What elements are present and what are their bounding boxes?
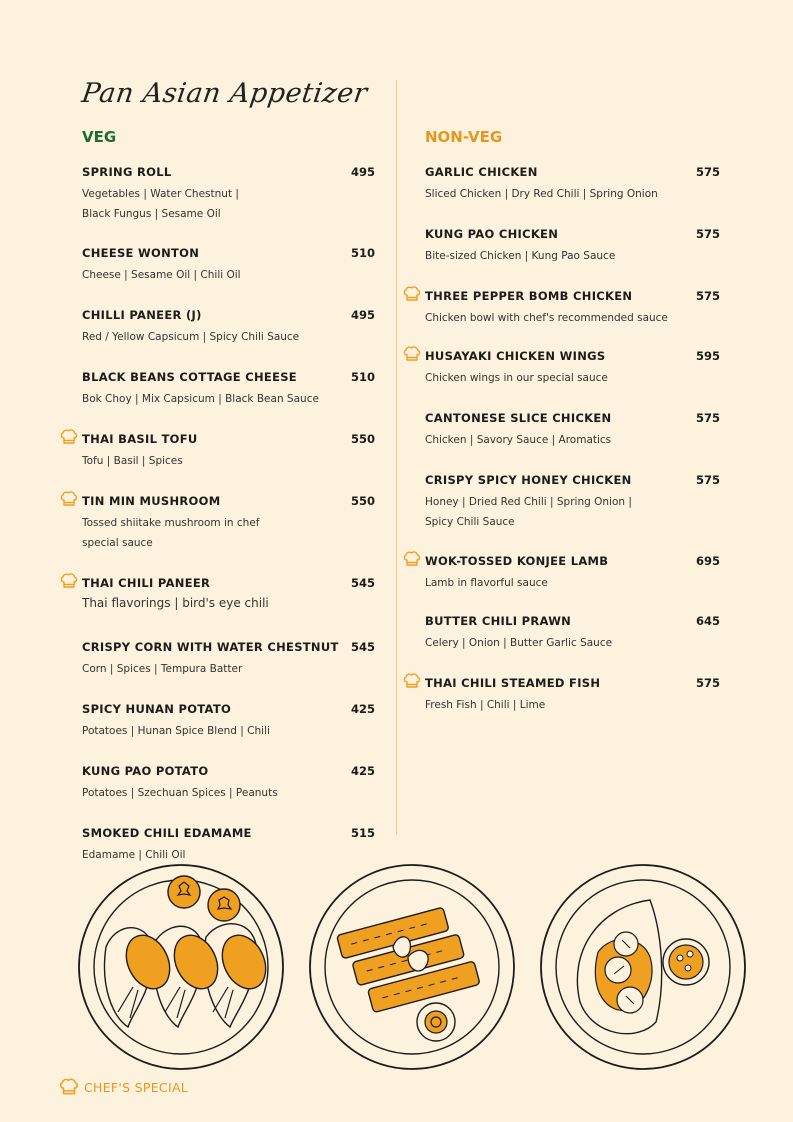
chef-hat-icon: [58, 1076, 80, 1098]
item-description: Tossed shiitake mushroom in chef special sauce: [82, 517, 260, 549]
item-description: Honey | Dried Red Chili | Spring Onion | Spicy Chili Sauce: [425, 496, 632, 528]
item-price: 575: [695, 676, 720, 690]
item-description: Sliced Chicken | Dry Red Chili | Spring Onion: [425, 188, 658, 200]
item-price: 425: [350, 764, 375, 778]
veg-heading: VEG: [82, 128, 117, 146]
item-price: 645: [695, 614, 720, 628]
item-name: CRISPY CORN WITH WATER CHESTNUT: [82, 640, 339, 654]
item-price: 575: [695, 289, 720, 303]
item-price: 575: [695, 227, 720, 241]
item-name: SPRING ROLL: [82, 165, 172, 179]
item-price: 510: [350, 370, 375, 384]
nonveg-heading: NON-VEG: [425, 128, 503, 146]
chef-special-legend: [58, 1076, 188, 1098]
item-price: 550: [350, 494, 375, 508]
chef-hat-icon: [402, 549, 422, 569]
item-name: CRISPY SPICY HONEY CHICKEN: [425, 473, 632, 487]
item-name: BLACK BEANS COTTAGE CHEESE: [82, 370, 297, 384]
item-description: Potatoes | Szechuan Spices | Peanuts: [82, 787, 278, 799]
fish-plate-illustration: [538, 862, 748, 1072]
chef-special-label: CHEF'S SPECIAL: [84, 1079, 189, 1095]
item-price: 495: [350, 165, 375, 179]
item-description: Fresh Fish | Chili | Lime: [425, 699, 546, 711]
item-name: CHILLI PANEER (J): [82, 308, 202, 322]
item-description: Vegetables | Water Chestnut | Black Fungus | Sesame Oil: [82, 188, 239, 220]
item-description: Chicken wings in our special sauce: [425, 372, 608, 384]
item-name: THREE PEPPER BOMB CHICKEN: [425, 289, 633, 303]
item-price: 515: [350, 826, 375, 840]
item-description: Lamb in flavorful sauce: [425, 577, 548, 589]
item-description: Tofu | Basil | Spices: [82, 455, 183, 467]
item-price: 575: [695, 473, 720, 487]
item-name: WOK-TOSSED KONJEE LAMB: [425, 554, 609, 568]
item-name: HUSAYAKI CHICKEN WINGS: [425, 349, 606, 363]
item-price: 695: [695, 554, 720, 568]
item-description: Cheese | Sesame Oil | Chili Oil: [82, 269, 241, 281]
item-description: Bok Choy | Mix Capsicum | Black Bean Sauce: [82, 393, 319, 405]
item-price: 575: [695, 411, 720, 425]
item-description: Corn | Spices | Tempura Batter: [82, 663, 243, 675]
item-name: THAI CHILI PANEER: [82, 576, 211, 590]
item-description: Red / Yellow Capsicum | Spicy Chili Sauce: [82, 331, 300, 343]
item-price: 575: [695, 165, 720, 179]
item-price: 510: [350, 246, 375, 260]
page-title: Pan Asian Appetizer: [79, 78, 370, 109]
item-name: KUNG PAO CHICKEN: [425, 227, 559, 241]
item-description: Potatoes | Hunan Spice Blend | Chili: [82, 725, 270, 737]
item-price: 545: [350, 576, 375, 590]
item-name: BUTTER CHILI PRAWN: [425, 614, 572, 628]
item-name: CANTONESE SLICE CHICKEN: [425, 411, 612, 425]
spring-roll-plate-illustration: [308, 862, 518, 1072]
chef-hat-icon: [402, 284, 422, 304]
chef-hat-icon: [402, 671, 422, 691]
item-description: Thai flavorings | bird's eye chili: [82, 596, 269, 610]
item-name: SPICY HUNAN POTATO: [82, 702, 232, 716]
chef-hat-icon: [59, 571, 79, 591]
item-name: CHEESE WONTON: [82, 246, 200, 260]
item-description: Bite-sized Chicken | Kung Pao Sauce: [425, 250, 616, 262]
column-divider: [396, 80, 397, 835]
item-description: Chicken bowl with chef's recommended sauce: [425, 312, 668, 324]
item-name: TIN MIN MUSHROOM: [82, 494, 221, 508]
item-name: SMOKED CHILI EDAMAME: [82, 826, 252, 840]
item-price: 545: [350, 640, 375, 654]
item-description: Edamame | Chili Oil: [82, 849, 186, 861]
item-description: Celery | Onion | Butter Garlic Sauce: [425, 637, 613, 649]
item-description: Chicken | Savory Sauce | Aromatics: [425, 434, 612, 446]
item-price: 595: [695, 349, 720, 363]
chef-hat-icon: [59, 489, 79, 509]
prawn-plate-illustration: [78, 862, 288, 1072]
item-name: KUNG PAO POTATO: [82, 764, 209, 778]
item-price: 495: [350, 308, 375, 322]
item-price: 425: [350, 702, 375, 716]
item-name: GARLIC CHICKEN: [425, 165, 538, 179]
chef-hat-icon: [59, 427, 79, 447]
item-price: 550: [350, 432, 375, 446]
item-name: THAI CHILI STEAMED FISH: [425, 676, 601, 690]
chef-hat-icon: [402, 344, 422, 364]
item-name: THAI BASIL TOFU: [82, 432, 198, 446]
